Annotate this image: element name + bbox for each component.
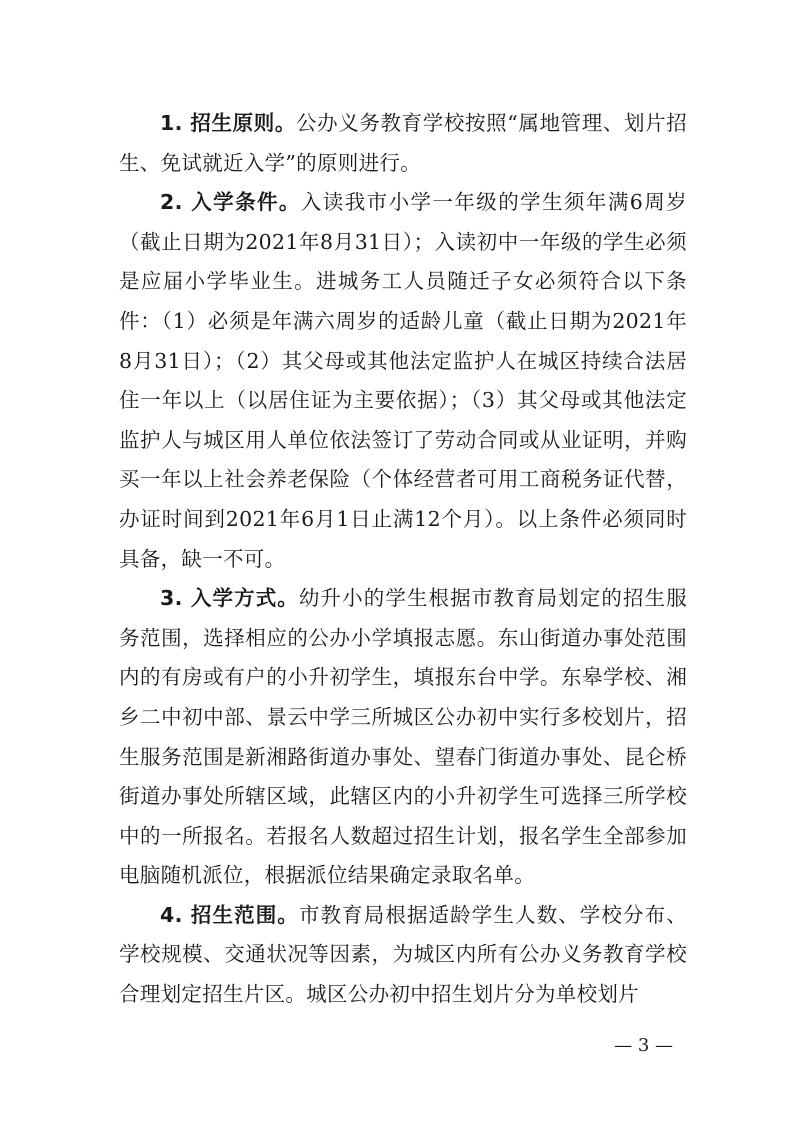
page-number: — 3 — <box>614 1035 673 1056</box>
document-body <box>119 104 687 1015</box>
paragraph-text: 幼升小的学生根据市教育局划定的招生服务范围，选择相应的公办小学填报志愿。东山街道办事处范围内的有房或有户的小升初学生，填报东台中学。东皋学校、湘乡二中初中部、景云中学三所城区公办初中实行多校划片，招生服务范围是新湘路街道办事处、望春门街道办事处、昆仑桥街道办事处所辖区域，此辖区内的小升初学生可选择三所学校中的一所报名。若报名人数超过招生计划，报名学生全部参加电脑随机派位，根据派位结果确定录取名单。 <box>119 586 687 888</box>
paragraph-admission-method <box>119 579 687 896</box>
paragraph-heading: 3. 入学方式。 <box>160 586 299 611</box>
paragraph-heading: 2. 入学条件。 <box>160 190 301 215</box>
paragraph-heading: 1. 招生原则。 <box>160 111 297 135</box>
paragraph-enrollment-principle <box>119 104 687 183</box>
paragraph-enrollment-scope <box>119 896 687 1015</box>
paragraph-text: 市教育局根据适龄学生人数、学校分布、学校规模、交通状况等因素，为城区内所有公办义务教育学校合理划定招生片区。城区公办初中招生划片分为单校划片 <box>119 902 687 1007</box>
paragraph-text: 入读我市小学一年级的学生须年满6周岁（截止日期为2021年8月31日）；入读初中一年级的学生必须是应届小学毕业生。进城务工人员随迁子女必须符合以下条件：（1）必须是年满六周岁的适龄儿童（截止日期为2021年8月31日）；（2）其父母或其他法定监护人在城区持续合法居住一年以上（以居住证为主要依据）；（3）其父母或其他法定监护人与城区用人单位依法签订了劳动合同或从业证明，并购买一年以上社会养老保险（个体经营者可用工商税务证代替，办证时间到2021年6月1日止满12个月）。以上条件必须同时具备，缺一不可。 <box>119 190 687 571</box>
paragraph-heading: 4. 招生范围。 <box>160 902 299 927</box>
paragraph-admission-conditions <box>119 183 687 579</box>
paragraph-text: 公办义务教育学校按照“属地管理、划片招生、免试就近入学”的原则进行。 <box>119 111 687 175</box>
